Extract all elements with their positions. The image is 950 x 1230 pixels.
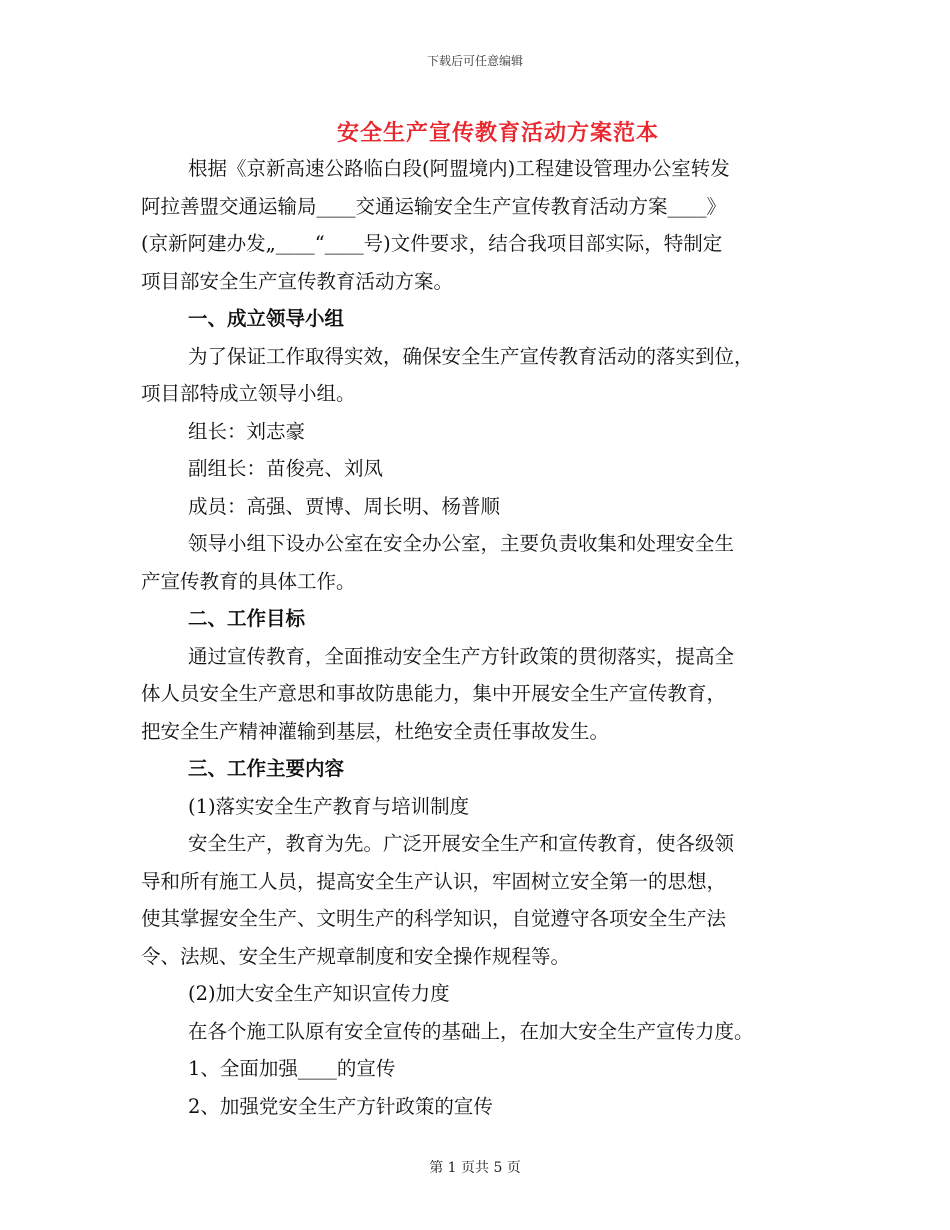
header-note: 下载后可任意编辑: [426, 54, 523, 68]
paragraph-line: 把安全生产精神灌输到基层，杜绝安全责任事故发生。: [141, 719, 610, 743]
paragraph-line: 通过宣传教育，全面推动安全生产方针政策的贯彻落实，提高全: [188, 644, 735, 668]
document-title: 安全生产宣传教育活动方案范本: [336, 121, 659, 146]
team-leader-line: 组长：刘志豪: [188, 419, 306, 443]
section-heading-2: 二、工作目标: [188, 607, 306, 630]
paragraph-line: 令、法规、安全生产规章制度和安全操作规程等。: [141, 944, 571, 968]
subsection-heading: (2)加大安全生产知识宣传力度: [188, 982, 450, 1005]
paragraph-line: 使其掌握安全生产、文明生产的科学知识，自觉遵守各项安全生产法: [141, 907, 727, 930]
paragraph-line: 项目部特成立领导小组。: [141, 382, 356, 405]
list-item: 1、全面加强____的宣传: [188, 1057, 396, 1080]
paragraph-line: 项目部安全生产宣传教育活动方案。: [141, 269, 454, 293]
paragraph-line: (京新阿建办发„____“____号)文件要求，结合我项目部实际，特制定: [141, 232, 723, 255]
paragraph-line: 在各个施工队原有安全宣传的基础上，在加大安全生产宣传力度。: [188, 1019, 754, 1043]
members-line: 成员：高强、贾博、周长明、杨普顺: [188, 494, 501, 518]
page-footer: 第 1 页共 5 页: [429, 1160, 521, 1176]
paragraph-line: 导和所有施工人员，提高安全生产认识，牢固树立安全第一的思想，: [141, 869, 727, 893]
paragraph-line: 领导小组下设办公室在安全办公室，主要负责收集和处理安全生: [188, 532, 735, 555]
paragraph-line: 体人员安全生产意思和事故防患能力，集中开展安全生产宣传教育，: [141, 682, 727, 705]
subsection-heading: (1)落实安全生产教育与培训制度: [188, 794, 470, 818]
document-body: [141, 150, 821, 1125]
section-heading-1: 一、成立领导小组: [188, 307, 345, 330]
deputy-leader-line: 副组长：苗俊亮、刘凤: [188, 457, 384, 480]
paragraph-line: 阿拉善盟交通运输局____交通运输安全生产宣传教育活动方案____》: [141, 194, 727, 218]
section-heading-3: 三、工作主要内容: [188, 757, 345, 780]
paragraph-line: 产宣传教育的具体工作。: [141, 569, 356, 593]
paragraph-line: 根据《京新高速公路临白段(阿盟境内)工程建设管理办公室转发: [188, 157, 730, 180]
list-item: 2、加强党安全生产方针政策的宣传: [188, 1094, 493, 1118]
paragraph-line: 为了保证工作取得实效，确保安全生产宣传教育活动的落实到位，: [188, 344, 754, 368]
paragraph-line: 安全生产，教育为先。广泛开展安全生产和宣传教育，使各级领: [188, 832, 735, 855]
